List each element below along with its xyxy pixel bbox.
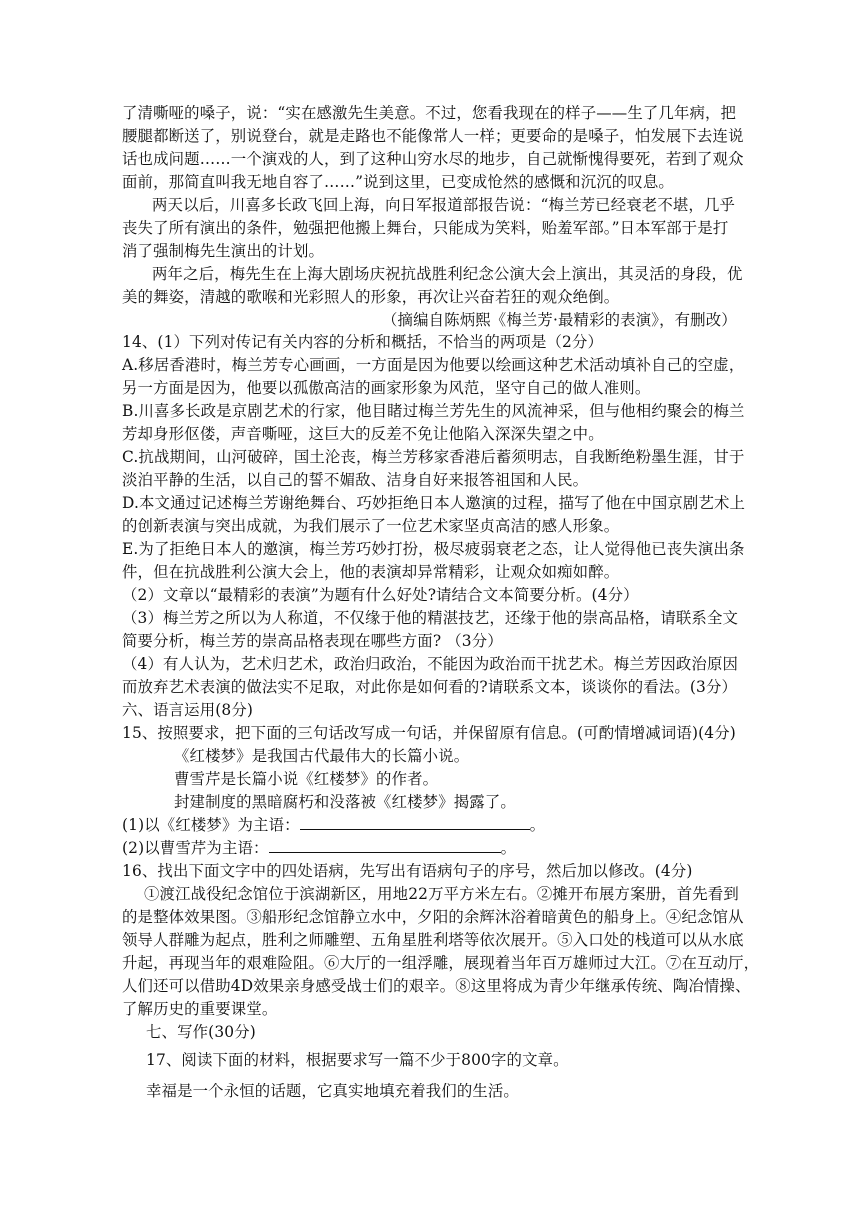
option-e-cont: 件，但在抗战胜利公演大会上，他的表演却异常精彩，让观众如痴如醉。 (122, 563, 620, 581)
option-b-cont: 芳却身形伛偻，声音嘶哑，这巨大的反差不免让他陷入深深失望之中。 (122, 425, 604, 443)
sentence-3: 封建制度的黑暗腐朽和没落被《红楼梦》揭露了。 (174, 793, 516, 811)
question-14-2: （2）文章以“最精彩的表演”为题有什么好处?请结合文本简要分析。(4分） (122, 586, 639, 604)
answer-line-1 (122, 815, 545, 835)
question-14-3-cont: 简要分析，梅兰芳的崇高品格表现在哪些方面? （3分） (122, 632, 503, 650)
text-line: 面前，那简直叫我无地自容了……”说到这里，已变成怆然的感慨和沉沉的叹息。 (122, 173, 674, 191)
option-b: B.川喜多长政是京剧艺术的行家，他目睹过梅兰芳先生的风流神采，但与他相约聚会的梅兰 (122, 402, 745, 420)
passage-line: 人们还可以借助4D效果亲身感受战士们的艰辛。⑧这里将成为青少年继承传统、陶冶情操、 (122, 977, 751, 995)
blank-end: 。 (500, 839, 517, 857)
answer-blank-2[interactable] (269, 838, 501, 853)
question-14-1: 14、(1）下列对传记有关内容的分析和概括，不恰当的两项是（2分） (122, 333, 604, 351)
text-line: 丧失了所有演出的条件，勉强把他搬上舞台，只能成为笑料，贻羞军部。”日本军部于是打 (122, 219, 729, 237)
text-line: 了清嘶哑的嗓子，说：“实在感激先生美意。不过，您看我现在的样子——生了几年病，把 (122, 104, 737, 122)
question-15: 15、按照要求，把下面的三句话改写成一句话，并保留原有信息。(可酌情增减词语)(4分) (122, 724, 736, 742)
passage-line: 了解历史的重要课堂。 (122, 1000, 278, 1018)
text-line: 两天以后，川喜多长政飞回上海，向日军报道部报告说：“梅兰芳已经衰老不堪，几乎 (152, 196, 736, 214)
blank-end: 。 (529, 816, 546, 834)
option-d: D.本文通过记述梅兰芳谢绝舞台、巧妙拒绝日本人邀演的过程，描写了他在中国京剧艺术上 (122, 494, 746, 512)
text-line: 消了强制梅先生演出的计划。 (122, 242, 325, 260)
sentence-1: 《红楼梦》是我国古代最伟大的长篇小说。 (174, 747, 470, 765)
option-a: A.移居香港时，梅兰芳专心画画，一方面是因为他要以绘画这种艺术活动填补自己的空虚， (122, 356, 745, 374)
passage-line: 的是整体效果图。③船形纪念馆静立水中，夕阳的余辉沐浴着暗黄色的船身上。④纪念馆从 (122, 908, 744, 926)
option-c: C.抗战期间，山河破碎，国土沦丧，梅兰芳移家香港后蓄须明志，自我断绝粉墨生涯，甘于 (122, 448, 745, 466)
passage-line: 领导人群雕为起点，胜利之师雕塑、五角星胜利塔等依次展开。⑤入口处的栈道可以从水底 (122, 931, 744, 949)
passage-line: 升起，再现当年的艰难险阻。⑥大厅的一组浮雕，展现着当年百万雄师过大江。⑦在互动厅， (122, 954, 760, 972)
sentence-2: 曹雪芹是长篇小说《红楼梦》的作者。 (174, 770, 439, 788)
question-14-4-cont: 而放弃艺术表演的做法实不足取，对此你是如何看的?请联系文本，谈谈你的看法。(3分） (122, 678, 738, 696)
answer-line-2 (122, 838, 516, 858)
option-a-cont: 另一方面是因为，他要以孤傲高洁的画家形象为风范，坚守自己的做人准则。 (122, 379, 651, 397)
question-16: 16、找出下面文字中的四处语病，先写出有语病句子的序号，然后加以修改。(4分) (122, 862, 693, 880)
text-line: 两年之后，梅先生在上海大剧场庆祝抗战胜利纪念公演大会上演出，其灵活的身段，优 (152, 265, 743, 283)
answer-prompt-2: (2)以曹雪芹为主语： (122, 839, 269, 857)
text-line: 话也成问题……一个演戏的人，到了这种山穷水尽的地步，自己就惭愧得要死，若到了观众 (122, 150, 744, 168)
section-heading-language: 六、语言运用(8分) (122, 701, 254, 719)
text-line: 美的舞姿，清越的歌喉和光彩照人的形象，再次让兴奋若狂的观众绝倒。 (122, 288, 620, 306)
question-14-4: （4）有人认为，艺术归艺术，政治归政治，不能因为政治而干扰艺术。梅兰芳因政治原因 (122, 655, 739, 673)
material-line: 幸福是一个永恒的话题，它真实地填充着我们的生活。 (146, 1082, 519, 1100)
question-14-3: （3）梅兰芳之所以为人称道，不仅缘于他的精湛技艺，还缘于他的崇高品格，请联系全文 (122, 609, 739, 627)
option-d-cont: 的创新表演与突出成就，为我们展示了一位艺术家坚贞高洁的感人形象。 (122, 517, 620, 535)
source-citation: （摘编自陈炳熙《梅兰芳·最精彩的表演》，有删改） (382, 311, 737, 329)
option-e: E.为了拒绝日本人的邀演，梅兰芳巧妙打扮，极尽疲弱衰老之态，让人觉得他已丧失演出条 (122, 540, 745, 558)
passage-line: ①渡江战役纪念馆位于滨湖新区，用地22万平方米左右。②摊开布展方案册，首先看到 (144, 885, 739, 903)
question-17: 17、阅读下面的材料，根据要求写一篇不少于800字的文章。 (146, 1051, 569, 1069)
option-c-cont: 淡泊平静的生活，以自己的誓不媚敌、洁身自好来报答祖国和人民。 (122, 471, 589, 489)
text-line: 腰腿都断送了，别说登台，就是走路也不能像常人一样；更要命的是嗓子，怕发展下去连说 (122, 127, 744, 145)
answer-prompt-1: (1)以《红楼梦》为主语： (122, 816, 300, 834)
answer-blank-1[interactable] (300, 815, 530, 830)
section-heading-writing: 七、写作(30分) (146, 1023, 256, 1041)
